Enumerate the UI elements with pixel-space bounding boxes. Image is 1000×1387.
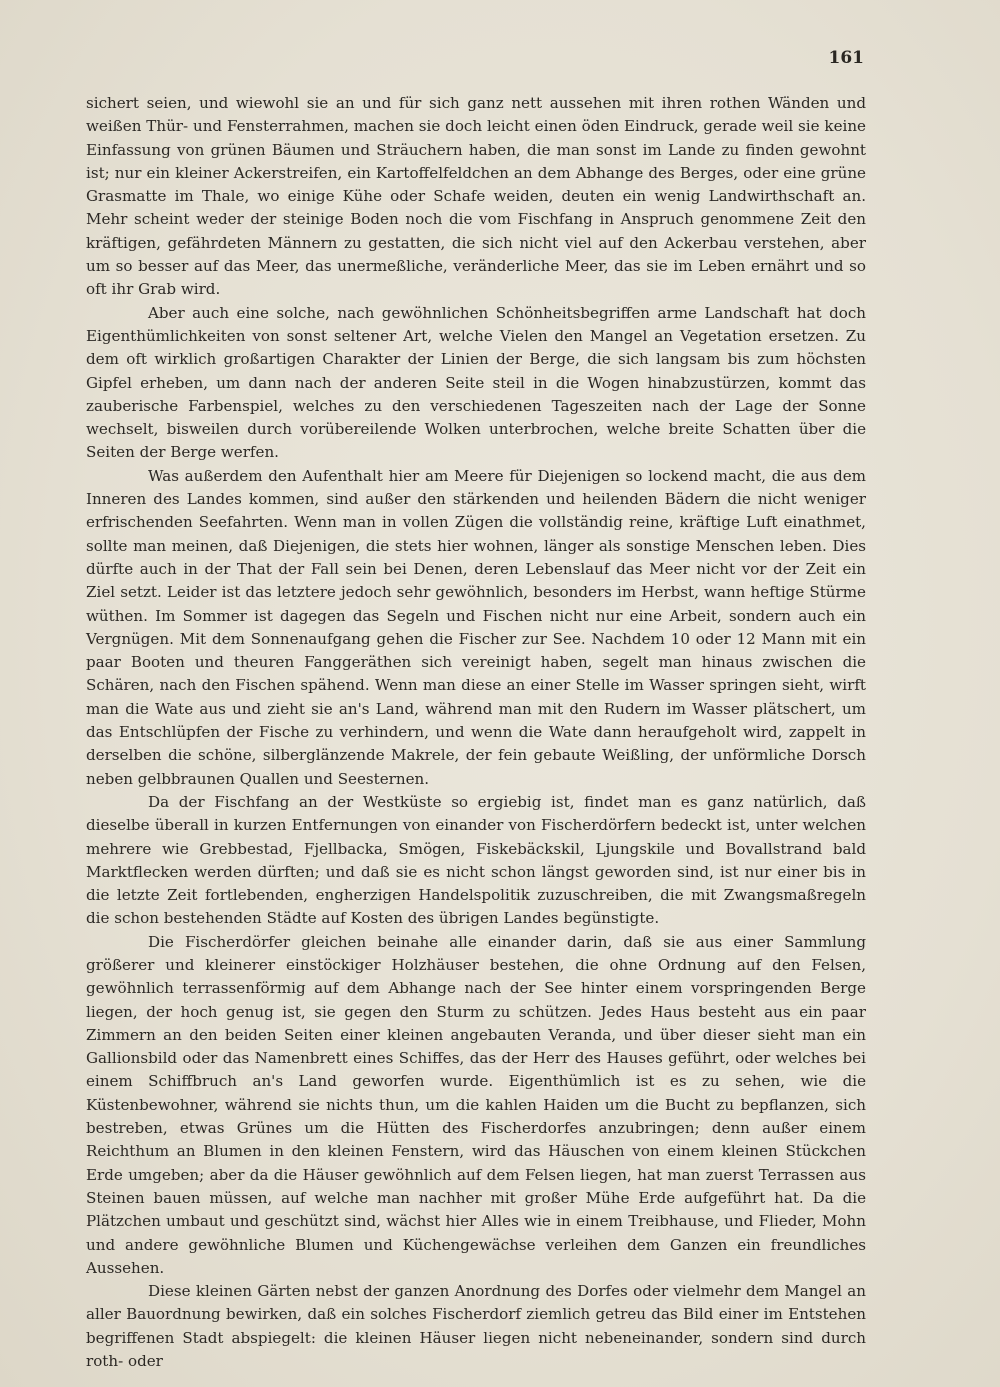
paragraph-4: Da der Fischfang an der Westküste so ergiebig ist, findet man es ganz natürlich, daß dieselbe überall in kurzen Entfernungen von einander von Fischerdörfern bedeckt ist, unter welchen mehrere wie Grebbestad, Fjellbacka, Smögen, Fiskebäckskil, Ljungskile und Bovallstrand bald Marktflecken werden dürften; und daß sie es nicht schon längst geworden sind, ist nur einer bis in die letzte Zeit fortlebenden, engherzigen Handelspolitik zuzuschreiben, die mit Zwangsmaßregeln die schon bestehenden Städte auf Kosten des übrigen Landes begünstigte.: [86, 792, 866, 928]
paragraph-2: Aber auch eine solche, nach gewöhnlichen Schönheitsbegriffen arme Landschaft hat doch Eigenthümlichkeiten von sonst seltener Art, welche Vielen den Mangel an Vegetation ersetzen. Zu dem oft wirklich großartigen Charakter der Linien der Berge, die sich langsam bis zum höchsten Gipfel erheben, um dann nach der anderen Seite steil in die Wogen hinabzustürzen, kommt das zauberische Farbenspiel, welches zu den verschiedenen Tageszeiten nach der Lage der Sonne wechselt, bisweilen durch vorübereilende Wolken unterbrochen, welche breite Schatten über die Seiten der Berge werfen.: [86, 303, 866, 462]
paragraph-5: Die Fischerdörfer gleichen beinahe alle einander darin, daß sie aus einer Sammlung größerer und kleinerer einstöckiger Holzhäuser bestehen, die ohne Ordnung auf den Felsen, gewöhnlich terrassenförmig auf dem Abhange nach der See hinter einem vorspringenden Berge liegen, der hoch genug ist, sie gegen den Sturm zu schützen. Jedes Haus besteht aus ein paar Zimmern an den beiden Seiten einer kleinen angebauten Veranda, und über dieser sieht man ein Gallionsbild oder das Namenbrett eines Schiffes, das der Herr des Hauses geführt, oder welches bei einem Schiffbruch an's Land geworfen wurde. Eigenthümlich ist es zu sehen, wie die Küstenbewohner, während sie nichts thun, um die kahlen Haiden um die Bucht zu bepflanzen, sich bestreben, etwas Grünes um die Hütten des Fischerdorfes anzubringen; denn außer einem Reichthum an Blumen in den kleinen Fenstern, wird das Häuschen von einem kleinen Stückchen Erde umgeben; aber da die Häuser gewöhnlich auf dem Felsen liegen, hat man zuerst Terrassen aus Steinen bauen müssen, auf welche man nachher mit großer Mühe Erde aufgeführt hat. Da die Plätzchen umbaut und geschützt sind, wächst hier Alles wie in einem Treibhause, und Flieder, Mohn und andere gewöhnliche Blumen und Küchengewächse verleihen dem Ganzen ein freundliches Aussehen.: [86, 932, 866, 1277]
paragraph-6: Diese kleinen Gärten nebst der ganzen Anordnung des Dorfes oder vielmehr dem Mangel an aller Bauordnung bewirken, daß ein solches Fischerdorf ziemlich getreu das Bild einer im Entstehen begriffenen Stadt abspiegelt: die kleinen Häuser liegen nicht nebeneinander, sondern sind durch roth- oder: [86, 1282, 866, 1371]
paragraph-1: sichert seien, und wiewohl sie an und für sich ganz nett aussehen mit ihren rothen Wänden und weißen Thür- und Fensterrahmen, machen sie doch leicht einen öden Eindruck, gerade weil sie keine Einfassung von grünen Bäumen und Sträuchern haben, die man sonst im Lande zu finden gewohnt ist; nur ein kleiner Ackerstreifen, ein Kartoffelfeldchen an dem Abhange des Berges, oder eine grüne Grasmatte im Thale, wo einige Kühe oder Schafe weiden, deuten ein wenig Landwirthschaft an. Mehr scheint weder der steinige Boden noch die vom Fischfang in Anspruch genommene Zeit den kräftigen, gefährdeten Männern zu gestatten, die sich nicht viel auf den Ackerbau verstehen, aber um so besser auf das Meer, das unermeßliche, veränderliche Meer, das sie im Leben ernährt und so oft ihr Grab wird.: [86, 94, 866, 299]
page-number: 161: [828, 48, 864, 68]
body-text: [86, 92, 866, 1373]
paragraph-3: Was außerdem den Aufenthalt hier am Meere für Diejenigen so lockend macht, die aus dem Inneren des Landes kommen, sind außer den stärkenden und heilenden Bädern die nicht weniger erfrischenden Seefahrten. Wenn man in vollen Zügen die vollständig reine, kräftige Luft einathmet, sollte man meinen, daß Diejenigen, die stets hier wohnen, länger als sonstige Menschen leben. Dies dürfte auch in der That der Fall sein bei Denen, deren Lebenslauf das Meer nicht vor der Zeit ein Ziel setzt. Leider ist das letztere jedoch sehr gewöhnlich, besonders im Herbst, wann heftige Stürme wüthen. Im Sommer ist dagegen das Segeln und Fischen nicht nur eine Arbeit, sondern auch ein Vergnügen. Mit dem Sonnenaufgang gehen die Fischer zur See. Nachdem 10 oder 12 Mann mit ein paar Booten und theuren Fanggeräthen sich vereinigt haben, segelt man hinaus zwischen die Schären, nach den Fischen spähend. Wenn man diese an einer Stelle im Wasser springen sieht, wirft man die Wate aus und zieht sie an's Land, während man mit den Rudern im Wasser plätschert, um das Entschlüpfen der Fische zu verhindern, und wenn die Wate dann heraufgeholt wird, zappelt in derselben die schöne, silberglänzende Makrele, der fein gebaute Weißling, der unförmliche Dorsch neben gelbbraunen Quallen und Seesternen.: [86, 466, 866, 788]
